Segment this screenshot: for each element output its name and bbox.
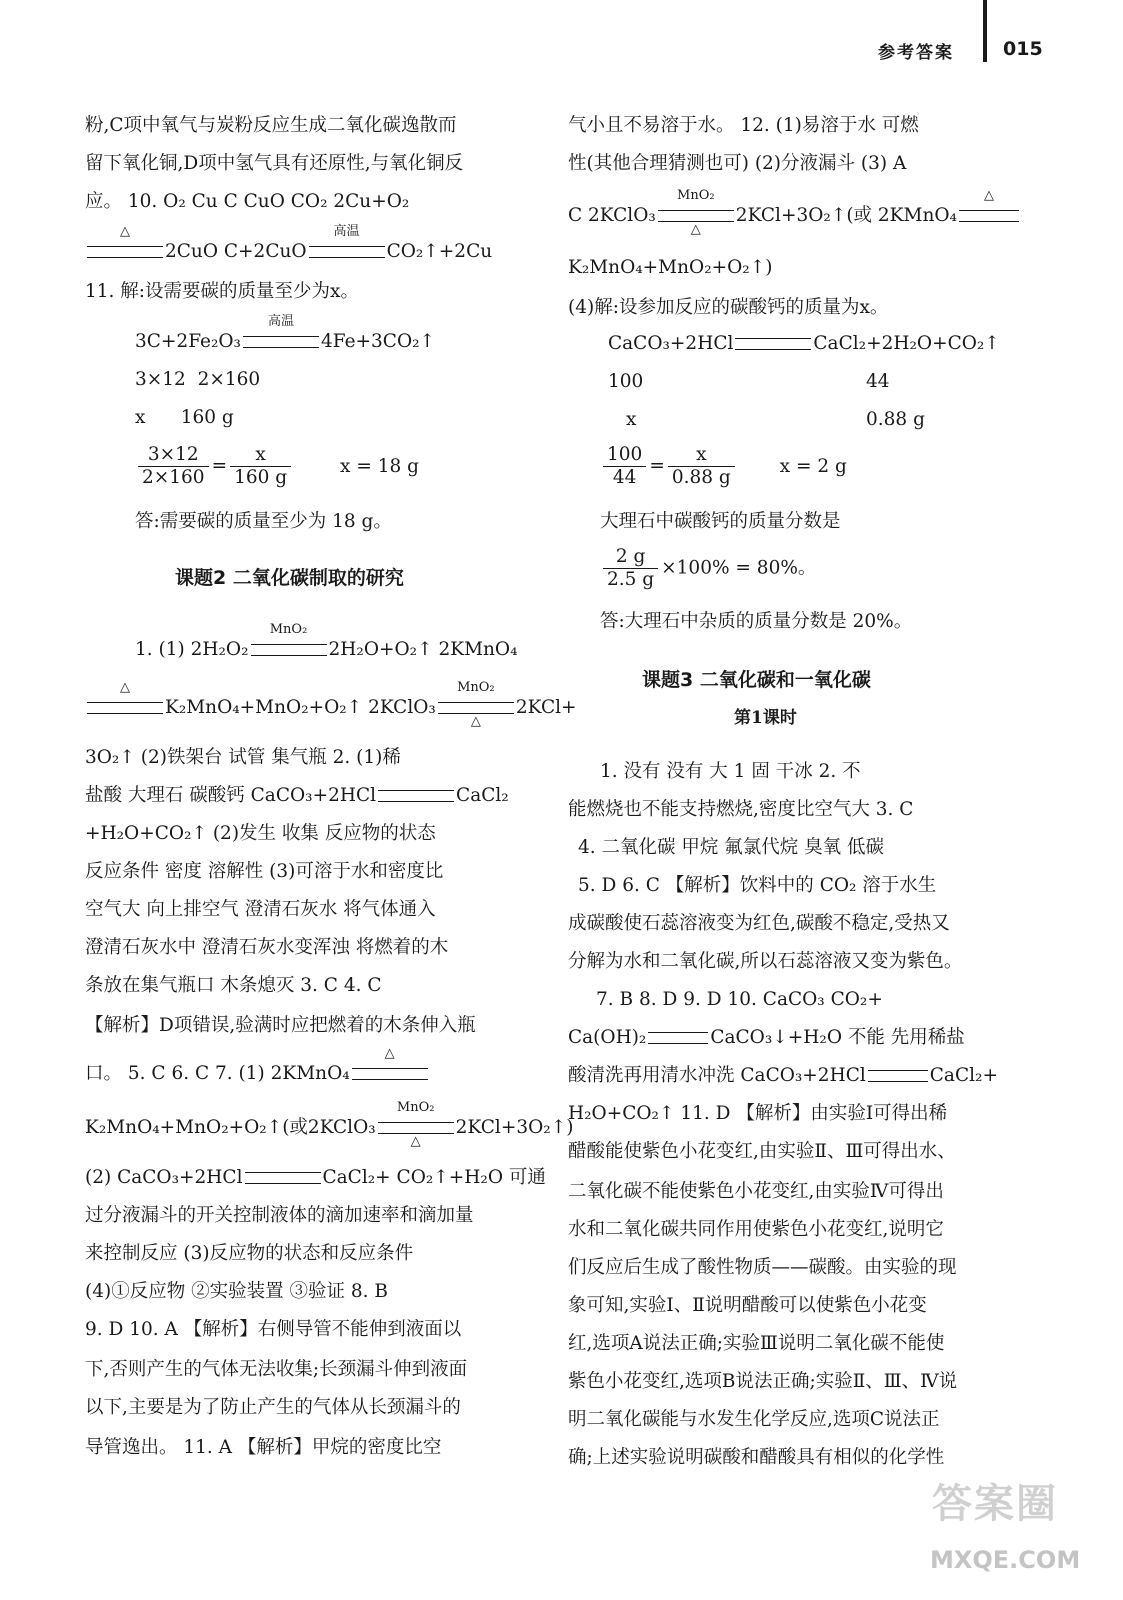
- text-line: 澄清石灰水中 澄清石灰水变浑浊 将燃着的木: [85, 937, 449, 958]
- text-line: 【解析】D项错误,验满时应把燃着的木条伸入瓶: [85, 1015, 476, 1036]
- header-label: 参考答案: [878, 43, 954, 63]
- text-line: K₂MnO₄+MnO₂+O₂↑): [568, 257, 773, 278]
- equation-line: 1. (1) 2H₂O₂ MnO₂ 2H₂O+O₂↑ 2KMnO₄: [135, 622, 518, 660]
- text-line: 水和二氧化碳共同作用使紫色小花变红,说明它: [568, 1219, 944, 1240]
- text-line: 0.88 g: [866, 409, 925, 430]
- page-number: 015: [1003, 38, 1043, 60]
- watermark-logo: [930, 1472, 1106, 1584]
- text-line: 以下,主要是为了防止产生的气体从长颈漏斗的: [85, 1397, 461, 1418]
- text-line: 二氧化碳不能使紫色小花变红,由实验Ⅳ可得出: [568, 1181, 944, 1202]
- text-line: 分解为水和二氧化碳,所以石蕊溶液又变为紫色。: [568, 951, 963, 972]
- section-subtitle: 第1课时: [734, 708, 797, 728]
- text-line: (4)①反应物 ②实验装置 ③验证 8. B: [85, 1281, 388, 1302]
- watermark-text: 答案圈: [932, 1481, 1058, 1527]
- equation-line: △ 2CuO C+2CuO 高温 CO₂↑+2Cu: [85, 240, 492, 264]
- text-line: 们反应后生成了酸性物质——碳酸。由实验的现: [568, 1257, 957, 1278]
- equation-line: K₂MnO₄+MnO₂+O₂↑(或2KClO₃ MnO₂ △ 2KCl+3O₂↑): [85, 1100, 574, 1149]
- text-line: +H₂O+CO₂↑ (2)发生 收集 反应物的状态: [85, 823, 436, 844]
- reaction-arrow: MnO₂ △: [658, 210, 734, 222]
- watermark-site: MXQE.COM: [930, 1546, 1081, 1574]
- reaction-arrow: MnO₂ △: [438, 702, 514, 714]
- fraction-line: $\frac{3\times 12}{2\times 160}$ = $\frac{x}{160 g}$ x = 18 g: [135, 444, 419, 489]
- equation-line: C 2KClO₃ MnO₂ △ 2KCl+3O₂↑(或 2KMnO₄ △: [568, 204, 1021, 228]
- text-line: 9. D 10. A 【解析】右侧导管不能伸到液面以: [85, 1319, 462, 1340]
- text-line: 过分液漏斗的开关控制液体的滴加速率和滴加量: [85, 1205, 474, 1226]
- fraction-line: $\frac{2 g}{2.5 g}$ ×100% = 80%。: [600, 546, 816, 591]
- text-line: 醋酸能使紫色小花变红,由实验Ⅱ、Ⅲ可得出水、: [568, 1141, 956, 1162]
- reaction-arrow: [868, 1070, 928, 1082]
- section-title: 课题2 二氧化碳制取的研究: [175, 567, 404, 589]
- text-line: H₂O+CO₂↑ 11. D 【解析】由实验Ⅰ可得出稀: [568, 1103, 948, 1124]
- text-line: 下,否则产生的气体无法收集;长颈漏斗伸到液面: [85, 1359, 468, 1380]
- equation-line: 盐酸 大理石 碳酸钙 CaCO₃+2HCl CaCl₂: [85, 785, 509, 806]
- fraction: $\frac{x}{160 g}$: [230, 444, 291, 489]
- text-line: 5. D 6. C 【解析】饮料中的 CO₂ 溶于水生: [578, 875, 937, 896]
- text-line: 4. 二氧化碳 甲烷 氟氯代烷 臭氧 低碳: [578, 837, 885, 858]
- text-line: 红,选项A说法正确;实验Ⅲ说明二氧化碳不能使: [568, 1333, 945, 1354]
- text-line: 留下氧化铜,D项中氢气具有还原性,与氧化铜反: [85, 153, 464, 174]
- text-line: 导管逸出。 11. A 【解析】甲烷的密度比空: [85, 1437, 442, 1458]
- equation-line: 3C+2Fe₂O₃ 高温 4Fe+3CO₂↑: [135, 314, 436, 352]
- text-line: 条放在集气瓶口 木条熄灭 3. C 4. C: [85, 975, 382, 996]
- text-line: 气小且不易溶于水。 12. (1)易溶于水 可燃: [568, 115, 919, 136]
- text-line: 粉,C项中氧气与炭粉反应生成二氧化碳逸散而: [85, 115, 457, 136]
- reaction-arrow: MnO₂: [251, 644, 327, 656]
- reaction-arrow: △: [87, 246, 163, 258]
- fraction: $\frac{3\times 12}{2\times 160}$: [138, 444, 209, 489]
- text-line: x: [626, 409, 637, 430]
- text-line: x 160 g: [135, 407, 234, 428]
- fraction: $\frac{100}{44}$: [603, 444, 646, 489]
- equation-line: Ca(OH)₂ CaCO₃↓+H₂O 不能 先用稀盐: [568, 1027, 965, 1048]
- equation-line: △ K₂MnO₄+MnO₂+O₂↑ 2KClO₃ MnO₂ △ 2KCl+: [85, 696, 577, 720]
- reaction-arrow: MnO₂ △: [378, 1122, 454, 1134]
- reaction-arrow: [735, 338, 811, 350]
- text-line: 11. 解:设需要碳的质量至少为x。: [85, 281, 359, 302]
- equation-line: 酸清洗再用清水冲洗 CaCO₃+2HCl CaCl₂+: [568, 1065, 998, 1086]
- text-line: 1. 没有 没有 大 1 固 干冰 2. 不: [600, 761, 861, 782]
- text-line: 应。 10. O₂ Cu C CuO CO₂ 2Cu+O₂: [85, 191, 410, 212]
- reaction-arrow: [245, 1172, 321, 1184]
- text-line: (4)解:设参加反应的碳酸钙的质量为x。: [568, 297, 889, 318]
- equation-line: 口。 5. C 6. C 7. (1) 2KMnO₄ △: [85, 1062, 430, 1086]
- fraction: $\frac{x}{0.88 g}$: [668, 444, 735, 489]
- reaction-arrow: [378, 790, 454, 802]
- text-line: 明二氧化碳能与水发生化学反应,选项C说法正: [568, 1409, 940, 1430]
- text-line: 紫色小花变红,选项B说法正确;实验Ⅱ、Ⅲ、Ⅳ说: [568, 1371, 958, 1392]
- text-line: 大理石中碳酸钙的质量分数是: [600, 511, 841, 532]
- text-line: 答:需要碳的质量至少为 18 g。: [135, 511, 392, 532]
- text-line: 确;上述实验说明碳酸和醋酸具有相似的化学性: [568, 1447, 945, 1468]
- reaction-arrow: △: [87, 702, 163, 714]
- equation-line: CaCO₃+2HCl CaCl₂+2H₂O+CO₂↑: [608, 333, 1000, 354]
- text-line: 空气大 向上排空气 澄清石灰水 将气体通入: [85, 899, 436, 920]
- text-line: 100: [608, 371, 644, 392]
- fraction-line: $\frac{100}{44}$ = $\frac{x}{0.88 g}$ x = 2 g: [600, 444, 847, 489]
- text-line: 答:大理石中杂质的质量分数是 20%。: [600, 611, 913, 632]
- header-divider: [983, 0, 987, 62]
- reaction-arrow: 高温: [243, 336, 319, 348]
- reaction-arrow: 高温: [309, 246, 385, 258]
- text-line: 反应条件 密度 溶解性 (3)可溶于水和密度比: [85, 861, 444, 882]
- text-line: 能燃烧也不能支持燃烧,密度比空气大 3. C: [568, 799, 914, 820]
- reaction-arrow: △: [352, 1068, 428, 1080]
- section-title: 课题3 二氧化碳和一氧化碳: [642, 669, 871, 691]
- text-line: 象可知,实验Ⅰ、Ⅱ说明醋酸可以使紫色小花变: [568, 1295, 927, 1316]
- text-line: 7. B 8. D 9. D 10. CaCO₃ CO₂+: [596, 989, 883, 1010]
- reaction-arrow: [648, 1032, 708, 1044]
- text-line: 3×12 2×160: [135, 369, 261, 390]
- text-line: 来控制反应 (3)反应物的状态和反应条件: [85, 1243, 414, 1264]
- reaction-arrow: △: [959, 210, 1019, 222]
- text-line: 成碳酸使石蕊溶液变为红色,碳酸不稳定,受热又: [568, 913, 950, 934]
- text-line: 44: [866, 371, 890, 392]
- equation-line: (2) CaCO₃+2HCl CaCl₂+ CO₂↑+H₂O 可通: [85, 1167, 546, 1188]
- text-line: 3O₂↑ (2)铁架台 试管 集气瓶 2. (1)稀: [85, 747, 401, 768]
- fraction: $\frac{2 g}{2.5 g}$: [603, 546, 658, 591]
- text-line: 性(其他合理猜测也可) (2)分液漏斗 (3) A: [568, 153, 907, 174]
